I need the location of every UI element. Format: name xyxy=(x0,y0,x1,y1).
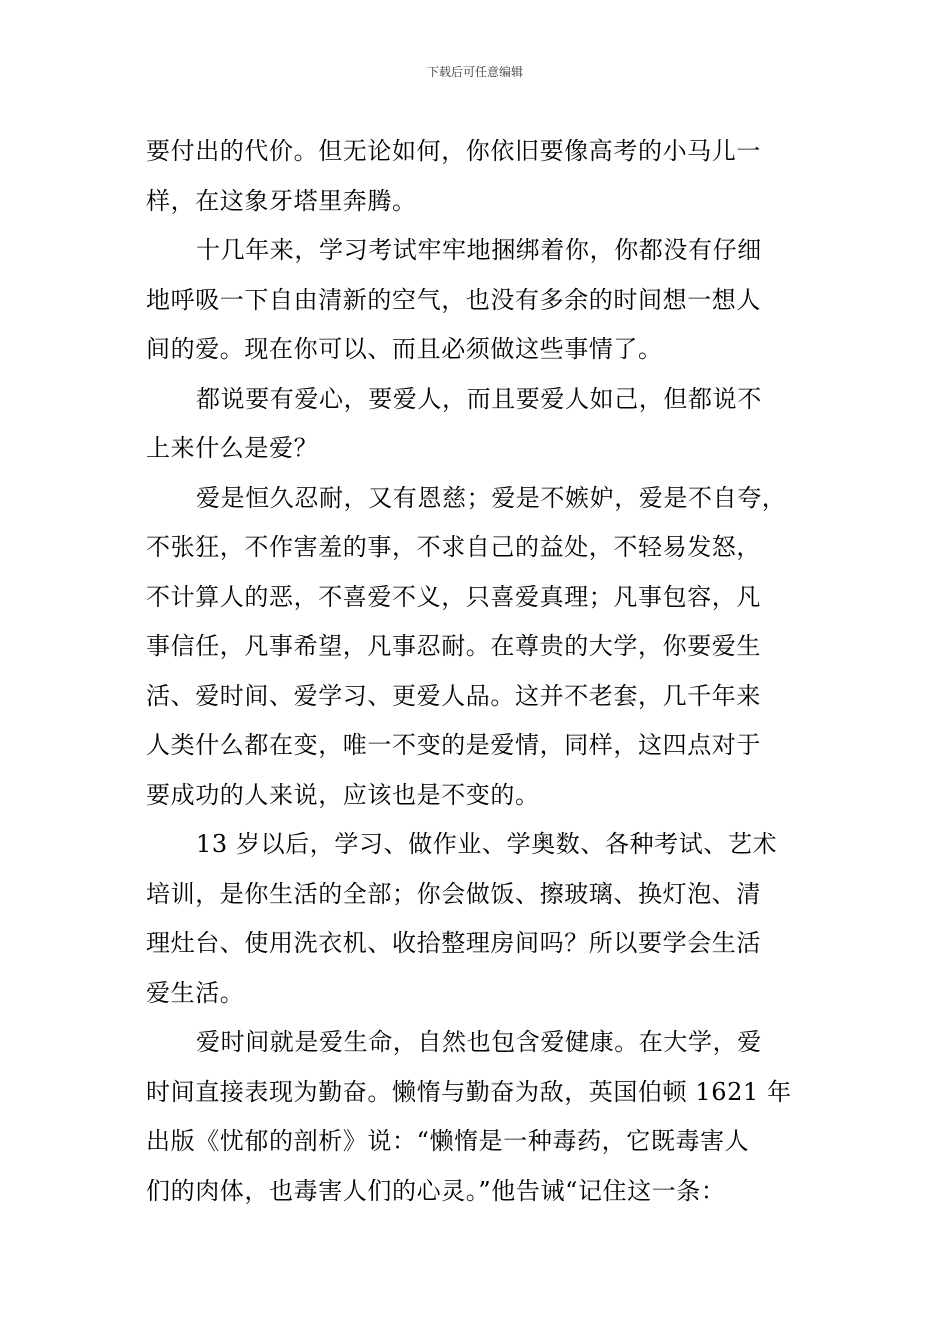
text-line: 间的爱。现在你可以、而且必须做这些事情了。 xyxy=(146,335,663,363)
paragraph xyxy=(146,1018,822,1216)
paragraph xyxy=(146,127,822,226)
text-line: 活、爱时间、爱学习、更爱人品。这并不老套，几千年来 xyxy=(146,681,761,710)
text-line: 爱时间就是爱生命，自然也包含爱健康。在大学，爱 xyxy=(196,1028,762,1056)
text-line: 培训，是你生活的全部；你会做饭、擦玻璃、换灯泡、清 xyxy=(146,879,761,908)
text-line: 爱是恒久忍耐，又有恩慈；爱是不嫉妒，爱是不自夸， xyxy=(196,483,787,512)
text-line: 都说要有爱心，要爱人，而且要爱人如己，但都说不 xyxy=(196,384,762,413)
text-line: 不张狂，不作害羞的事，不求自己的益处，不轻易发怒， xyxy=(146,533,761,561)
paragraph xyxy=(146,820,822,1018)
paragraph xyxy=(146,375,822,474)
text-line: 地呼吸一下自由清新的空气，也没有多余的时间想一想人 xyxy=(146,285,761,314)
document-body xyxy=(146,127,822,1216)
text-line: 事信任，凡事希望，凡事忍耐。在尊贵的大学，你要爱生 xyxy=(146,632,761,660)
text-line: 上来什么是爱？ xyxy=(146,434,319,462)
text-line: 13 岁以后，学习、做作业、学奥数、各种考试、艺术 xyxy=(196,830,778,858)
text-line: 要成功的人来说，应该也是不变的。 xyxy=(146,780,540,809)
text-line: 十几年来，学习考试牢牢地捆绑着你，你都没有仔细 xyxy=(196,236,762,264)
paragraph xyxy=(146,226,822,375)
text-line: 人类什么都在变，唯一不变的是爱情，同样，这四点对于 xyxy=(146,731,761,759)
page-header: 下载后可任意编辑 xyxy=(426,65,523,79)
text-line: 理灶台、使用洗衣机、收拾整理房间吗？所以要学会生活 xyxy=(146,929,761,957)
text-line: 样，在这象牙塔里奔腾。 xyxy=(146,186,417,215)
text-line: 出版《忧郁的剖析》说：“懒惰是一种毒药，它既毒害人 xyxy=(146,1127,750,1155)
text-line: 要付出的代价。但无论如何，你依旧要像高考的小马儿一 xyxy=(146,137,761,165)
paragraph xyxy=(146,474,822,821)
text-line: 们的肉体，也毒害人们的心灵。”他告诫“记住这一条： xyxy=(146,1176,726,1205)
text-line: 不计算人的恶，不喜爱不义，只喜爱真理；凡事包容，凡 xyxy=(146,582,761,611)
text-line: 爱生活。 xyxy=(146,978,245,1007)
text-line: 时间直接表现为勤奋。懒惰与勤奋为敌，英国伯顿 1621 年 xyxy=(146,1077,792,1106)
